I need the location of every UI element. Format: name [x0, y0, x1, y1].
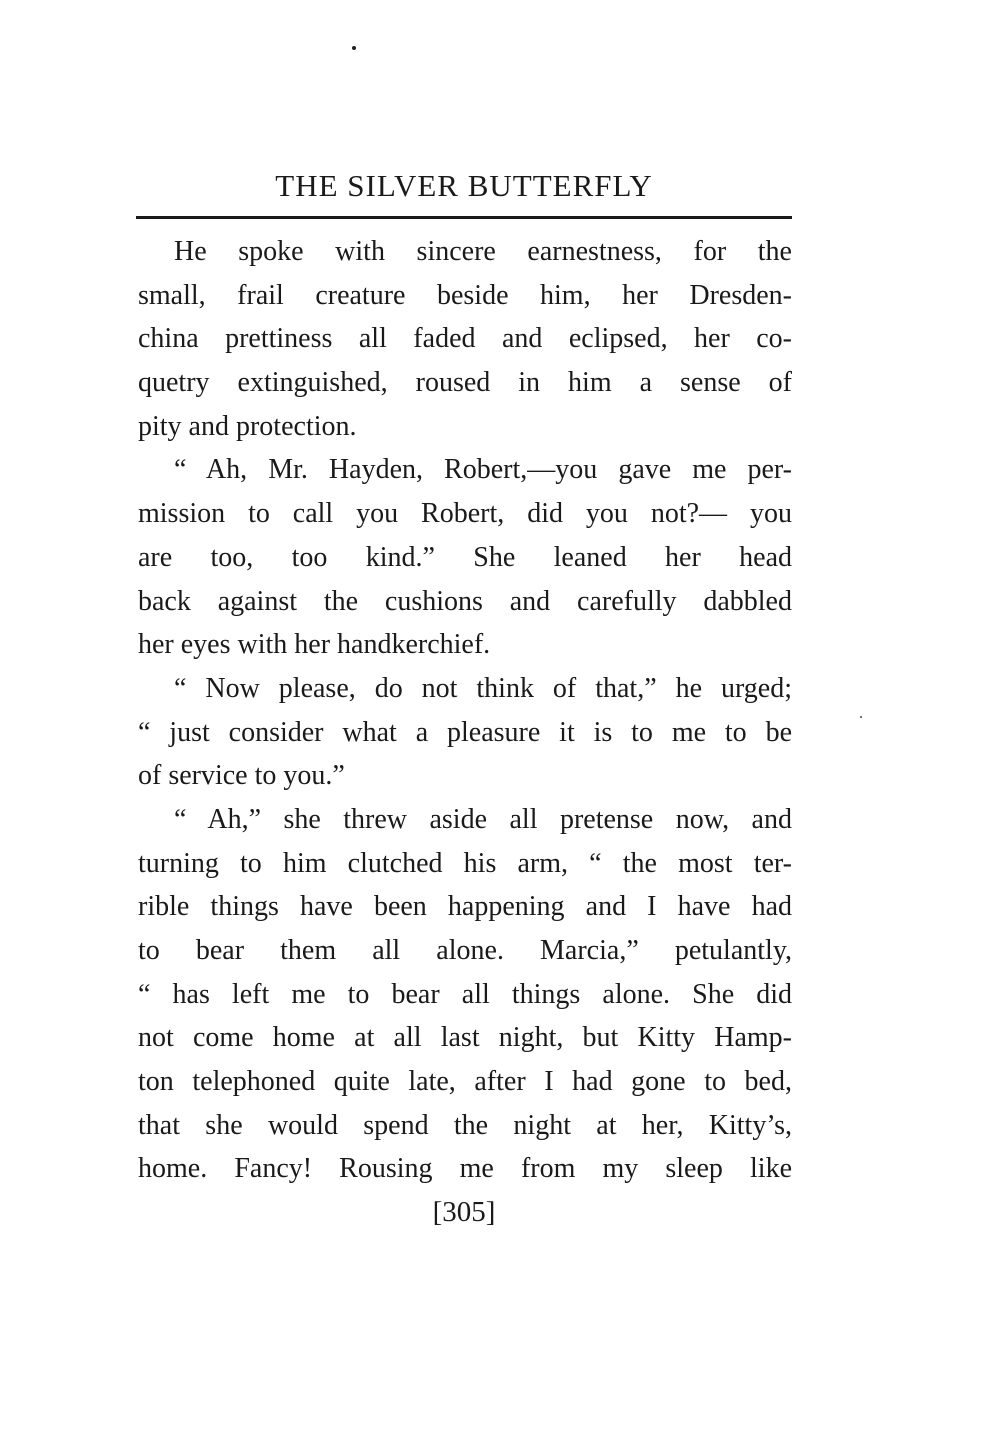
text-line: back against the cushions and carefully dabbled	[138, 585, 792, 617]
text-line: home. Fancy! Rousing me from my sleep like	[138, 1153, 792, 1185]
text-line: of service to you.”	[138, 760, 345, 792]
text-line: “ Now please, do not think of that,” he urged;	[174, 672, 792, 704]
body-text	[138, 230, 792, 1191]
text-line: are too, too kind.” She leaned her head	[138, 541, 792, 573]
text-line: mission to call you Robert, did you not?— you	[138, 498, 792, 530]
text-line: turning to him clutched his arm, “ the most ter-	[138, 847, 792, 879]
text-line: quetry extinguished, roused in him a sense of	[138, 367, 792, 399]
text-line: rible things have been happening and I have had	[138, 891, 792, 923]
text-line: her eyes with her handkerchief.	[138, 629, 491, 661]
text-line: that she would spend the night at her, Kitty’s,	[138, 1109, 792, 1141]
text-line: “ Ah,” she threw aside all pretense now, and	[174, 803, 792, 835]
header-rule	[136, 216, 792, 219]
text-line: to bear them all alone. Marcia,” petulantly,	[138, 935, 792, 966]
text-line: “ just consider what a pleasure it is to me to be	[138, 716, 792, 748]
text-line: “ Ah, Mr. Hayden, Robert,—you gave me per-	[174, 454, 792, 486]
text-line: ton telephoned quite late, after I had gone to bed,	[138, 1066, 792, 1098]
text-line: not come home at all last night, but Kitty Hamp-	[138, 1022, 792, 1054]
text-line: china prettiness all faded and eclipsed, her co-	[138, 323, 792, 355]
text-line: “ has left me to bear all things alone. She did	[138, 978, 792, 1010]
text-line: He spoke with sincere earnestness, for the	[174, 236, 792, 267]
text-line: pity and protection.	[138, 410, 357, 442]
text-line: small, frail creature beside him, her Dresden-	[138, 279, 792, 311]
page-number: [305]	[432, 1196, 496, 1228]
ink-speck	[352, 46, 356, 50]
ink-speck	[860, 716, 862, 718]
running-head: THE SILVER BUTTERFLY	[275, 168, 653, 203]
